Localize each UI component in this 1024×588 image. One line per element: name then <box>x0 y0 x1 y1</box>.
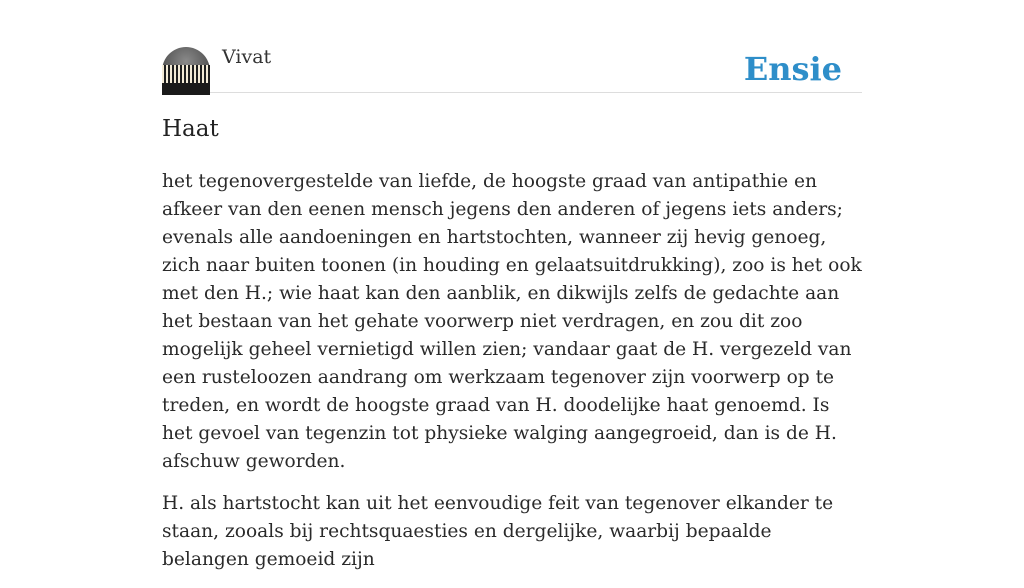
entry-title: Haat <box>162 116 219 142</box>
page-container <box>162 0 862 570</box>
author-avatar[interactable] <box>162 47 210 95</box>
entry-paragraph: H. als hartstocht kan uit het eenvoudige feit van tegenover elkander te staan, zooals bij rechtsquaesties en dergelijke, waarbij bepaalde belangen gemoeid zijn <box>162 493 834 570</box>
typewriter-avatar-icon <box>162 65 210 85</box>
entry-body <box>162 168 862 588</box>
header <box>162 0 862 93</box>
author-name[interactable]: Vivat <box>222 46 272 68</box>
entry-paragraph: het tegenovergestelde van liefde, de hoogste graad van antipathie en afkeer van den eenen mensch jegens den anderen of jegens iets anders; evenals alle aandoeningen en hartstochten, wanneer zij hevig genoeg, zich naar buiten toonen (in houding en gelaatsuitdrukking), zoo is het ook met den H.; wie haat kan den aanblik, en dikwijls zelfs de gedachte aan het bestaan van het gehate voorwerp niet verdragen, en zou dit zoo mogelijk geheel vernietigd willen zien; vandaar gaat de H. vergezeld van een rusteloozen aandrang om werkzaam tegenover zijn voorwerp op te treden, en wordt de hoogste graad van H. doodelijke haat genoemd. Is het gevoel van tegenzin tot physieke walging aangegroeid, dan is de H. afschuw geworden. <box>162 171 862 472</box>
brand-logo[interactable]: Ensie <box>743 50 842 88</box>
avatar-base <box>162 83 210 95</box>
